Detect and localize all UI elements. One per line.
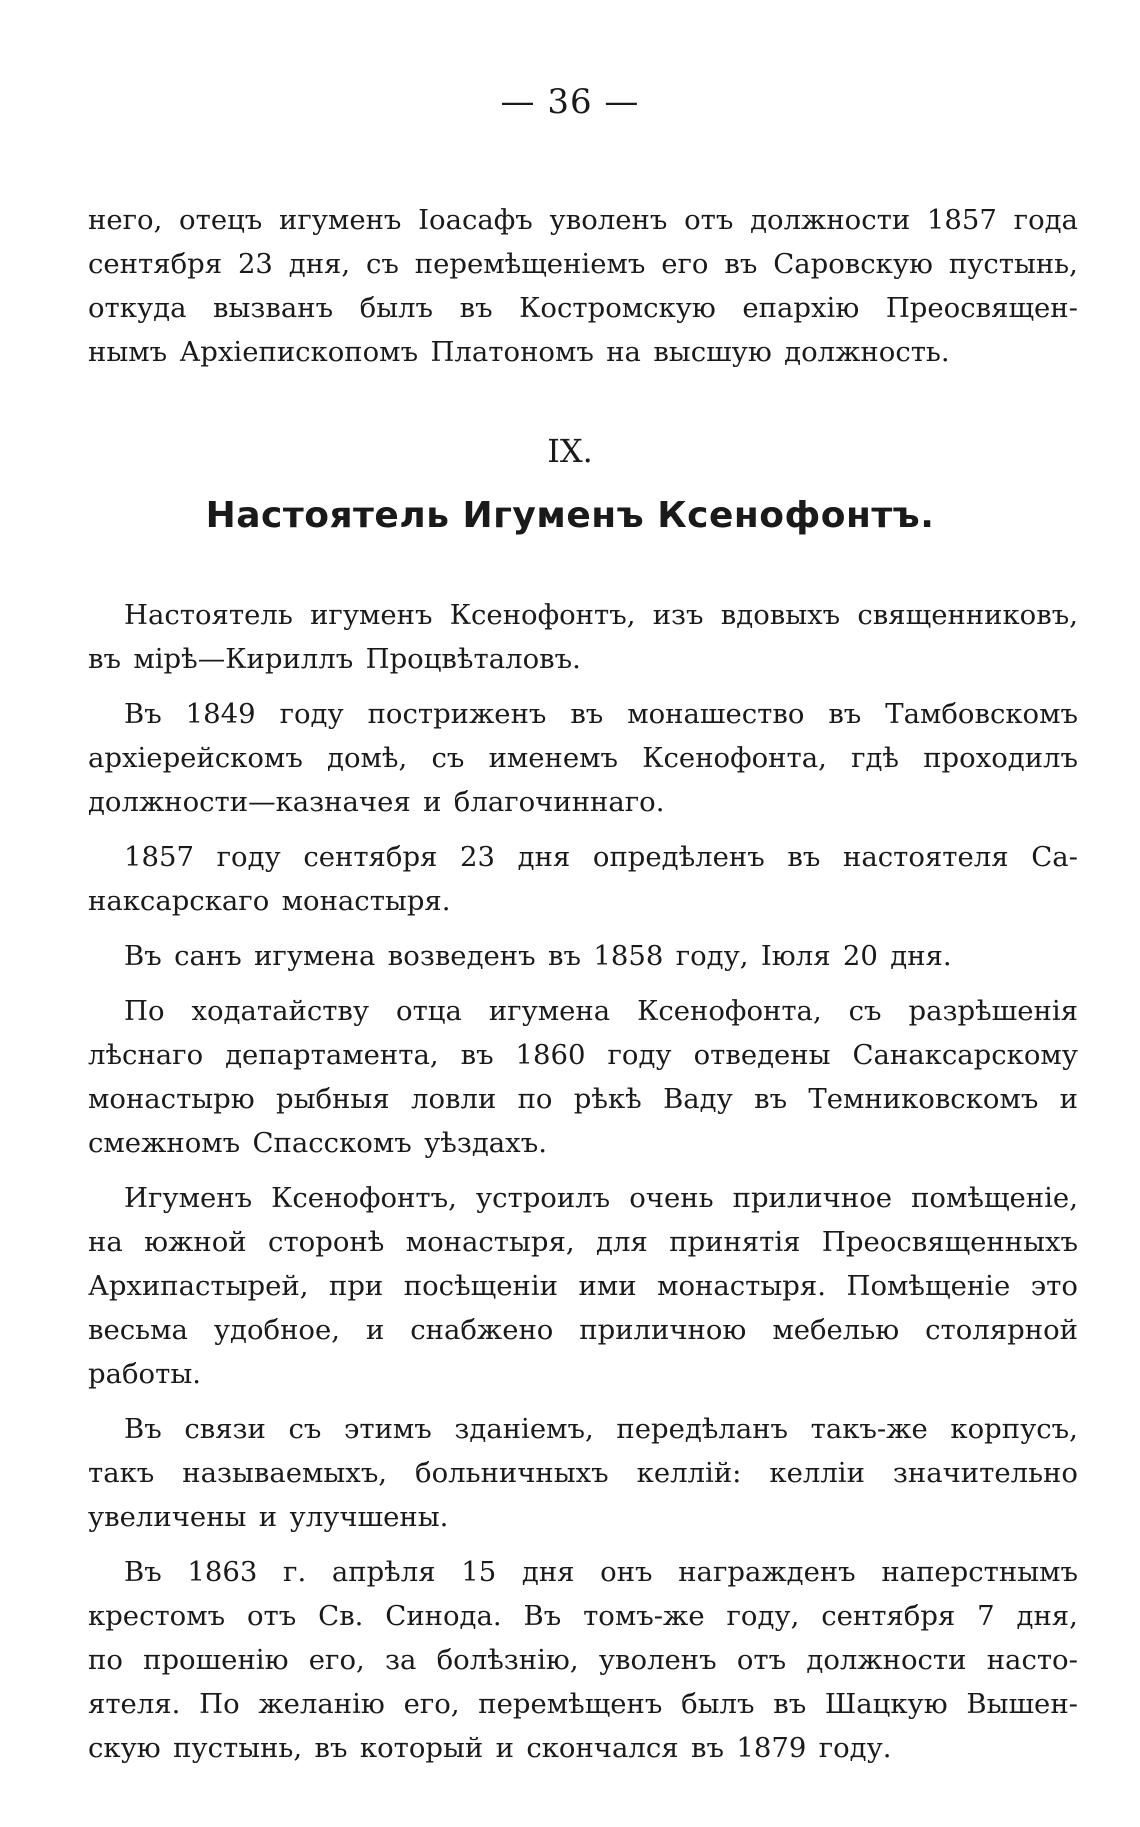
text-line: смежномъ Спасскомъ уѣздахъ. xyxy=(88,1127,547,1159)
text-line: крестомъ отъ Св. Синода. Въ томъ-же году, сентября 7 дня, xyxy=(88,1600,1078,1632)
section-title: Настоятель Игуменъ Ксенофонтъ. xyxy=(205,495,935,536)
text-line: Въ 1849 году постриженъ въ монашество въ Тамбовскомъ xyxy=(124,698,1078,730)
text-line: Въ санъ игумена возведенъ въ 1858 году, Іюля 20 дня. xyxy=(124,940,952,972)
text-line: работы. xyxy=(88,1358,201,1390)
paragraph xyxy=(88,1176,1078,1396)
text-line: ятеля. По желанію его, перемѣщенъ былъ въ Шацкую Вышен- xyxy=(88,1688,1078,1720)
text-line: должности—казначея и благочиннаго. xyxy=(88,786,665,818)
paragraph xyxy=(88,593,1078,681)
text-line: увеличены и улучшены. xyxy=(88,1501,449,1533)
text-line: скую пустынь, въ который и скончался въ 1879 году. xyxy=(88,1732,892,1764)
text-line: лѣснаго департамента, въ 1860 году отведены Санаксарскому xyxy=(88,1039,1078,1071)
text-line: по прошенію его, за болѣзнію, уволенъ отъ должности насто- xyxy=(88,1644,1078,1676)
text-line: Настоятель игуменъ Ксенофонтъ, изъ вдовыхъ священниковъ, xyxy=(124,599,1078,631)
body-text xyxy=(88,593,1078,1781)
text-line: на южной сторонѣ монастыря, для принятія Преосвященныхъ xyxy=(88,1226,1078,1258)
text-line: Игуменъ Ксенофонтъ, устроилъ очень приличное помѣщеніе, xyxy=(124,1182,1078,1214)
text-line: него, отецъ игуменъ Іоасафъ уволенъ отъ должности 1857 года xyxy=(88,204,1078,236)
page-number: — 36 — xyxy=(500,82,640,122)
paragraph xyxy=(88,934,1078,978)
text-line: монастырю рыбныя ловли по рѣкѣ Ваду въ Темниковскомъ и xyxy=(88,1083,1078,1115)
text-line: наксарскаго монастыря. xyxy=(88,885,451,917)
paragraph xyxy=(88,1407,1078,1539)
text-line: весьма удобное, и снабжено приличною мебелью столярной xyxy=(88,1314,1078,1346)
text-line: такъ называемыхъ, больничныхъ келлій: келліи значительно xyxy=(88,1457,1078,1489)
intro-paragraph xyxy=(88,198,1078,374)
text-line: Въ 1863 г. апрѣля 15 дня онъ награжденъ наперстнымъ xyxy=(124,1556,1078,1588)
paragraph xyxy=(88,989,1078,1165)
text-line: архіерейскомъ домѣ, съ именемъ Ксенофонта, гдѣ проходилъ xyxy=(88,742,1078,774)
paragraph xyxy=(88,1550,1078,1770)
text-line: нымъ Архіепископомъ Платономъ на высшую должность. xyxy=(88,336,950,368)
text-line: Въ связи съ этимъ зданіемъ, передѣланъ такъ-же корпусъ, xyxy=(124,1413,1078,1445)
text-line: въ мірѣ—Кириллъ Процвѣталовъ. xyxy=(88,643,581,675)
text-line: откуда вызванъ былъ въ Костромскую епархію Преосвящен- xyxy=(88,292,1078,324)
paragraph xyxy=(88,835,1078,923)
section-number: IX. xyxy=(547,432,593,470)
text-line: Архипастырей, при посѣщеніи ими монастыря. Помѣщеніе это xyxy=(88,1270,1078,1302)
text-line: сентября 23 дня, съ перемѣщеніемъ его въ Саровскую пустынь, xyxy=(88,248,1078,280)
text-line: 1857 году сентября 23 дня опредѣленъ въ настоятеля Са- xyxy=(124,841,1078,873)
paragraph xyxy=(88,692,1078,824)
text-line: По ходатайству отца игумена Ксенофонта, съ разрѣшенія xyxy=(124,995,1078,1027)
